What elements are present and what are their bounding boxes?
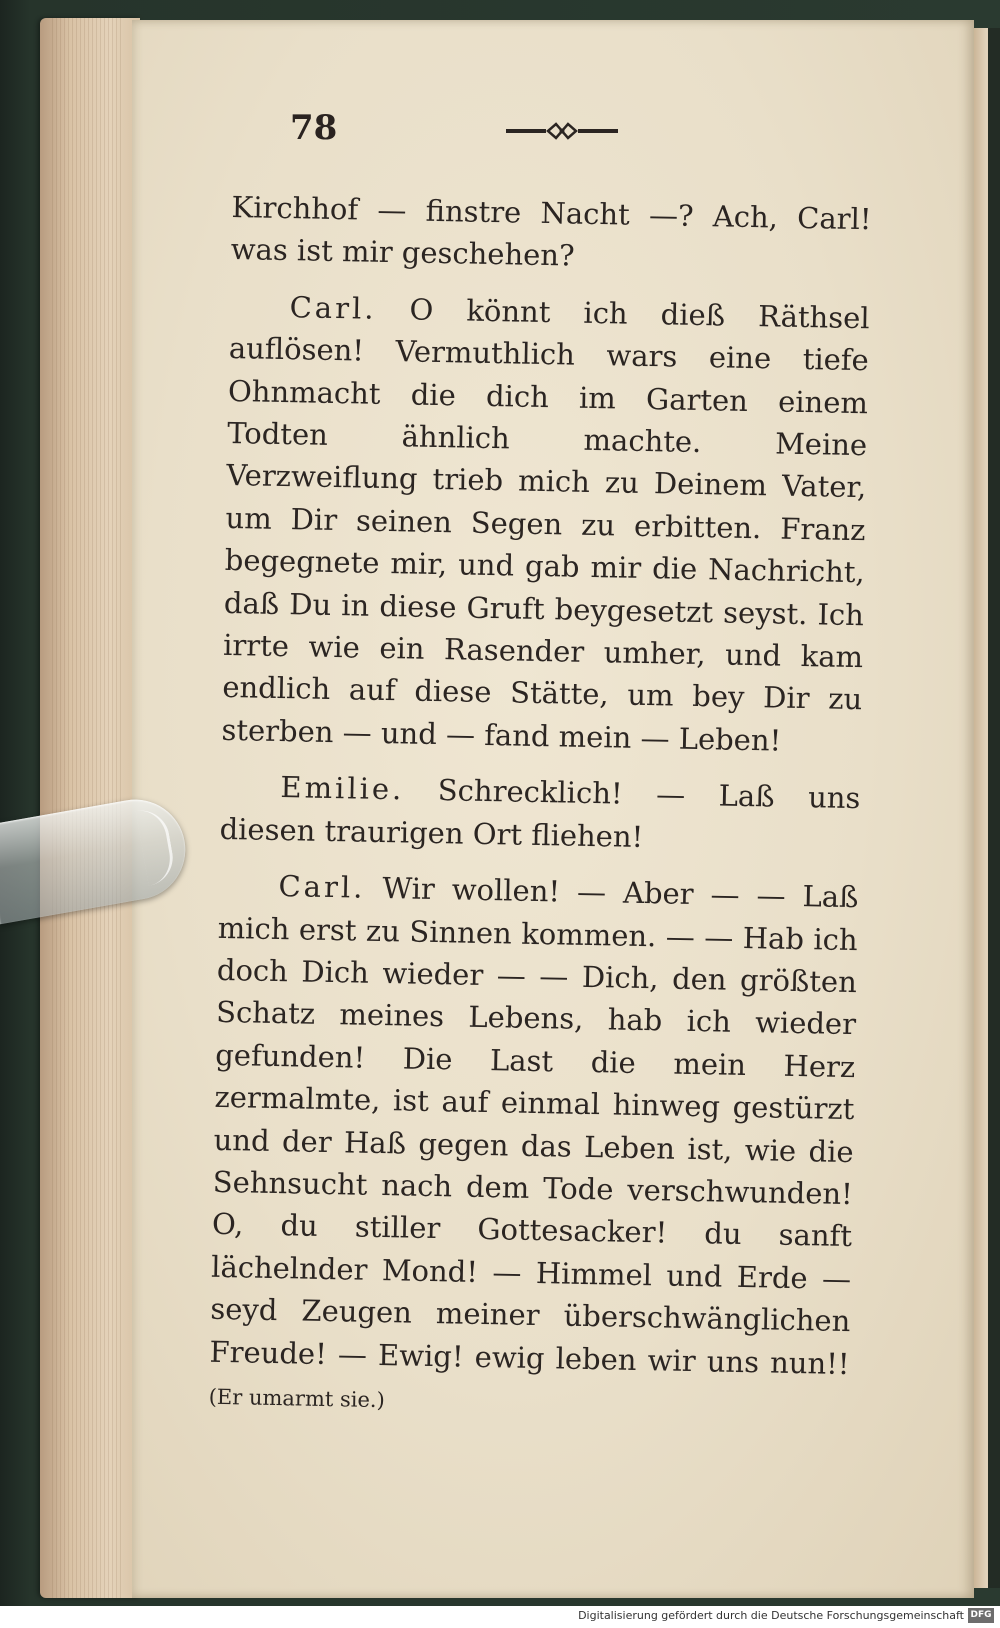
page-body-text	[208, 186, 872, 1444]
dfg-logo: DFG	[968, 1608, 994, 1623]
paragraph-1: Kirchhof — finstre Nacht —? Ach, Carl! was ist mir geschehen?	[230, 189, 872, 273]
digitization-credit: Digitalisierung gefördert durch die Deutsche Forschungsgemeinschaft	[578, 1609, 964, 1622]
speaker-name: Carl.	[289, 289, 377, 326]
dialogue-text: Wir wollen! — Aber — — Laß mich erst zu Sinnen kommen. — — Hab ich doch Dich wieder — — Dich, den größten Schatz meines Lebens, hab ich wieder gefunden! Die Last die mein Herz zermalmte, ist auf einmal hinweg gestürzt und der Haß gegen das Leben ist, wie die Sehnsucht nach dem Tode verschwunden! O, du stiller Gottesacker! du sanft lächelnder Mond! — Himmel und Erde — seyd Zeugen meiner überschwänglichen Freude! — Ewig! ewig leben wir uns nun!!	[209, 870, 859, 1381]
ornament-rule-icon	[504, 118, 620, 144]
page-number: 78	[290, 108, 338, 148]
dialogue-text: Schrecklich! — Laß uns diesen traurigen Ort fliehen!	[219, 772, 861, 854]
page-header	[290, 108, 670, 158]
paragraph-2	[221, 285, 870, 764]
stage-direction: (Er umarmt sie.)	[208, 1384, 386, 1413]
paragraph-4	[208, 864, 859, 1430]
dialogue-text: O könnt ich dieß Räthsel auflösen! Vermuthlich wars eine tiefe Ohnmacht die dich im Garten einem Todten ähnlich machte. Meine Verzweiflung trieb mich zu Deinem Vater, um Dir seinen Segen zu erbitten. Franz begegnete mir, und gab mir die Nachricht, daß Du in diese Gruft beygesetzt seyst. Ich irrte wie ein Rasender umher, und kam endlich auf diese Stätte, um bey Dir zu sterben — und — fand mein — Leben!	[221, 291, 870, 758]
speaker-name: Emilie.	[280, 770, 405, 807]
paragraph-3	[219, 765, 861, 862]
speaker-name: Carl.	[278, 869, 366, 905]
